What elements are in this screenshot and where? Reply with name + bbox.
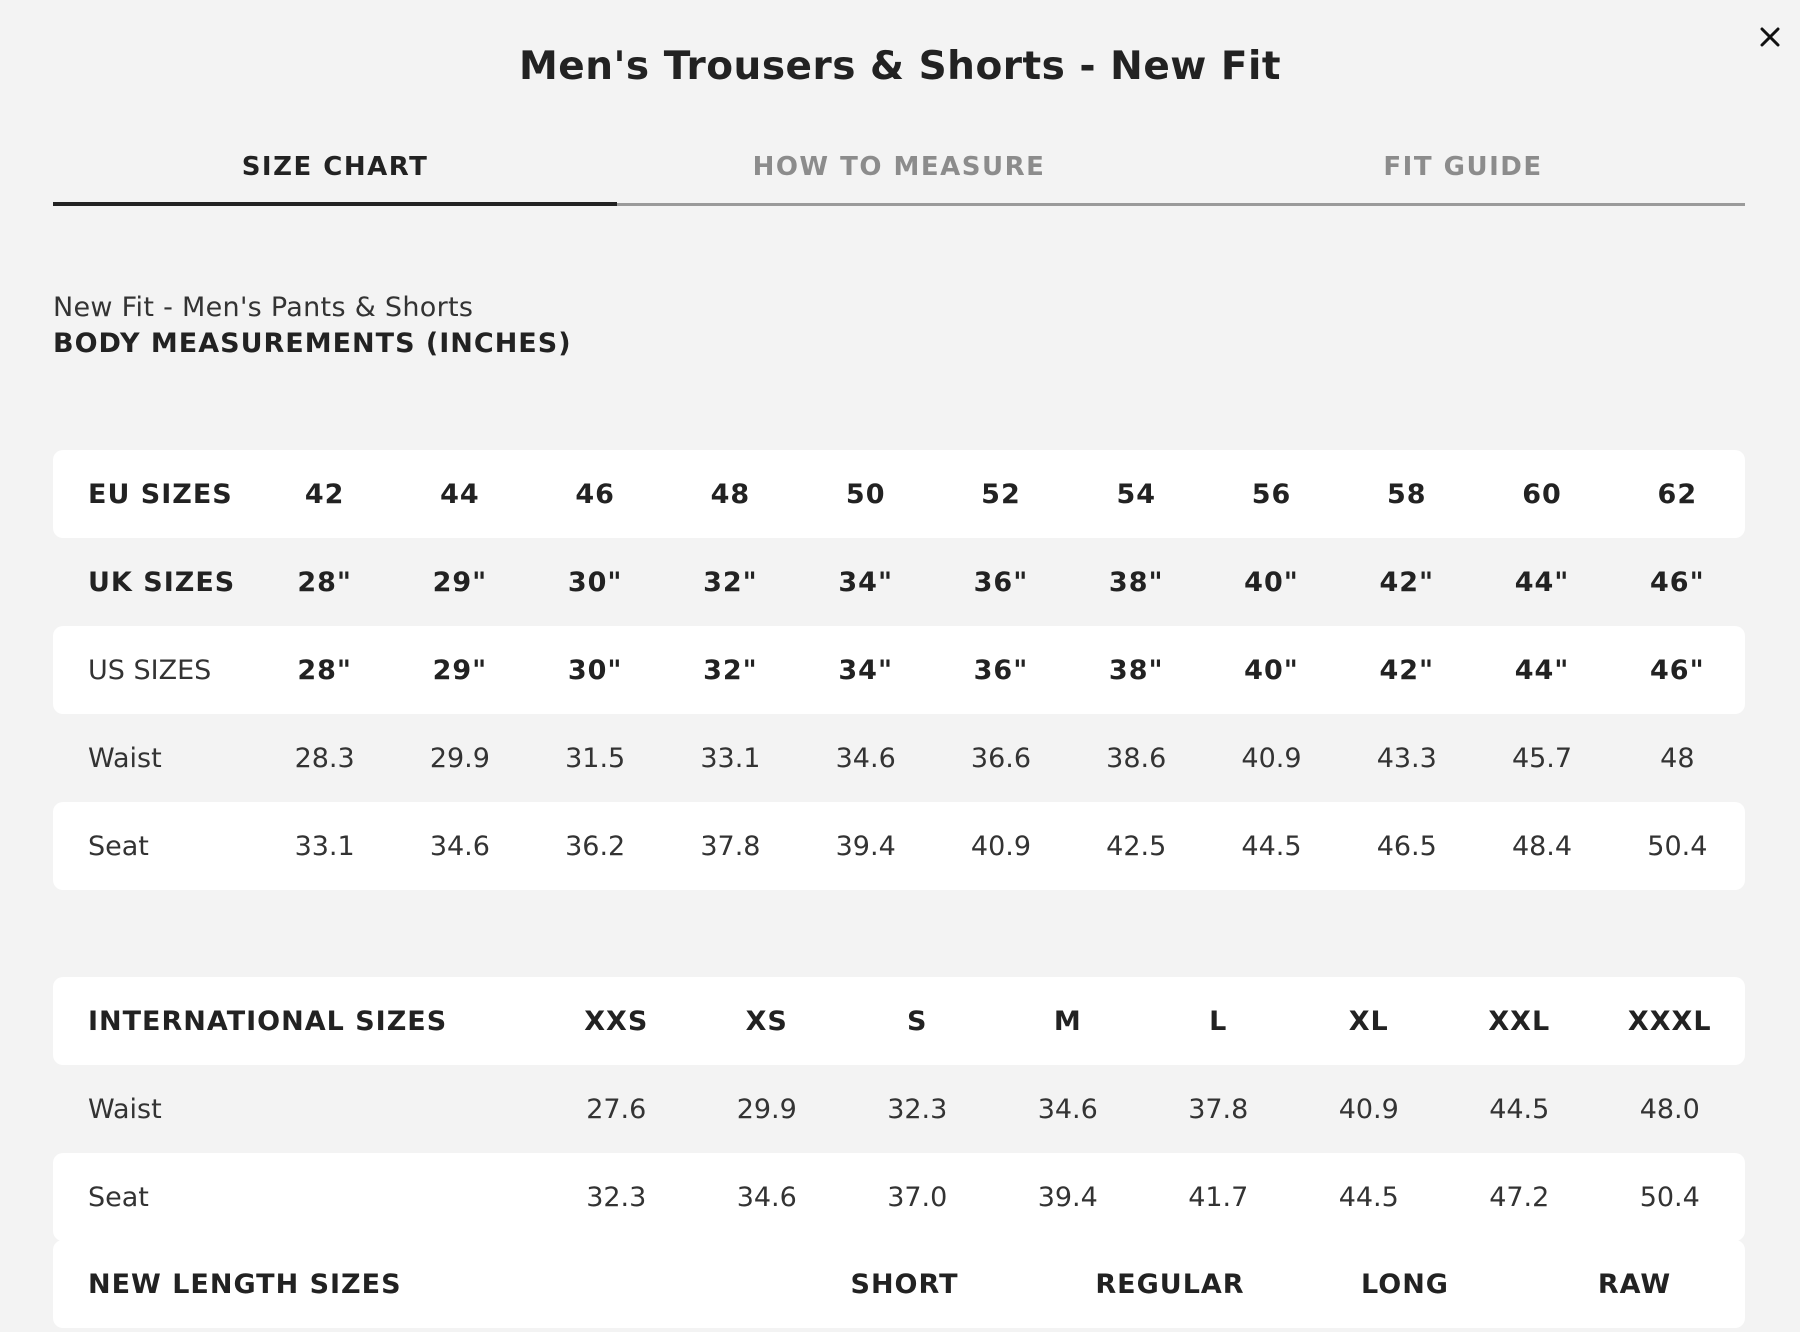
table-cell: 47.2 (1444, 1153, 1595, 1241)
table-cell: 44" (1514, 566, 1570, 598)
table-cell: 46.5 (1339, 802, 1474, 890)
table-row-eu-sizes (53, 450, 1745, 538)
table-cell: 29" (432, 566, 488, 598)
table-cell: 40" (1204, 626, 1339, 714)
table-row-international-sizes (53, 977, 1745, 1065)
table-row-uk-sizes (53, 538, 1745, 626)
table-cell: 28.3 (294, 742, 355, 774)
table-cell: 29.9 (429, 742, 490, 774)
table-cell: M (993, 977, 1144, 1065)
table-cell: 44.5 (1489, 1093, 1550, 1125)
table-cell: 39.4 (993, 1153, 1144, 1241)
body-measurements-table (53, 450, 1745, 890)
table-cell: 38.6 (1106, 742, 1167, 774)
table-cell: 40" (1244, 566, 1299, 598)
table-cell: SHORT (755, 1240, 1054, 1328)
table-cell: XXS (541, 977, 692, 1065)
table-cell: 44" (1474, 626, 1609, 714)
table-cell: 48 (663, 450, 798, 538)
table-cell: 28" (297, 566, 352, 598)
table-cell: 40.9 (933, 802, 1068, 890)
row-label: Seat (53, 802, 257, 890)
table-cell: 36" (973, 566, 1029, 598)
table-cell: 36.2 (528, 802, 663, 890)
table-cell: 48.0 (1639, 1093, 1700, 1125)
table-cell: 48 (1660, 742, 1695, 774)
row-label: EU SIZES (53, 450, 257, 538)
row-label: Waist (88, 1093, 162, 1125)
tab-size-chart[interactable]: SIZE CHART (53, 138, 617, 203)
table-cell: 50.4 (1595, 1153, 1746, 1241)
table-cell: LONG (1286, 1240, 1524, 1328)
table-cell: 34.6 (1037, 1093, 1098, 1125)
table-cell: 33.1 (700, 742, 761, 774)
table-cell: 32.3 (541, 1153, 692, 1241)
table-cell: 29" (392, 626, 527, 714)
table-cell: 31.5 (565, 742, 626, 774)
table-cell: 45.7 (1511, 742, 1573, 774)
table-cell: 50 (798, 450, 933, 538)
table-cell: 33.1 (257, 802, 392, 890)
row-label: UK SIZES (88, 566, 236, 598)
table-cell: 32" (703, 566, 758, 598)
table-cell: 30" (567, 566, 623, 598)
table-cell: XS (692, 977, 843, 1065)
table-cell: 40.9 (1338, 1093, 1399, 1125)
table-row-new-length-sizes (53, 1240, 1745, 1328)
table-cell: 62 (1610, 450, 1745, 538)
table-cell: 42" (1379, 566, 1435, 598)
row-label: NEW LENGTH SIZES (53, 1240, 755, 1328)
table-cell: 60 (1474, 450, 1609, 538)
table-cell: 40.9 (1241, 742, 1302, 774)
table-cell: REGULAR (1054, 1240, 1286, 1328)
table-row-waist (53, 1065, 1745, 1153)
table-cell: 34.6 (835, 742, 896, 774)
table-cell: 39.4 (798, 802, 933, 890)
table-cell: 44 (392, 450, 527, 538)
tab-bar (53, 138, 1745, 206)
table-cell: 54 (1069, 450, 1204, 538)
table-cell: 34.6 (692, 1153, 843, 1241)
table-cell: 58 (1339, 450, 1474, 538)
table-cell: L (1143, 977, 1294, 1065)
table-cell: 36" (933, 626, 1068, 714)
table-cell: 29.9 (736, 1093, 797, 1125)
table-cell: 41.7 (1143, 1153, 1294, 1241)
table-cell: 42 (257, 450, 392, 538)
table-cell: 34" (838, 566, 894, 598)
table-cell: 56 (1204, 450, 1339, 538)
row-label: US SIZES (53, 626, 257, 714)
table-cell: 34" (798, 626, 933, 714)
table-cell: S (842, 977, 993, 1065)
table-cell: RAW (1524, 1240, 1745, 1328)
table-cell: 50.4 (1610, 802, 1745, 890)
table-cell: 42.5 (1069, 802, 1204, 890)
table-cell: 44.5 (1294, 1153, 1445, 1241)
table-row-seat (53, 1153, 1745, 1241)
table-cell: 37.0 (842, 1153, 993, 1241)
table-cell: 37.8 (1188, 1093, 1249, 1125)
table-cell: 27.6 (586, 1093, 647, 1125)
table-row-us-sizes (53, 626, 1745, 714)
table-cell: XL (1294, 977, 1445, 1065)
table-cell: 38" (1069, 626, 1204, 714)
tab-how-to-measure[interactable]: HOW TO MEASURE (752, 152, 1046, 182)
table-cell: 48.4 (1474, 802, 1609, 890)
table-cell: XXL (1444, 977, 1595, 1065)
international-sizes-table (53, 977, 1745, 1241)
row-label: Waist (88, 742, 162, 774)
table-cell: 34.6 (392, 802, 527, 890)
table-cell: 32" (663, 626, 798, 714)
table-cell: 43.3 (1376, 742, 1437, 774)
table-cell: 38" (1108, 566, 1164, 598)
table-cell: 46" (1650, 566, 1705, 598)
table-cell: 44.5 (1204, 802, 1339, 890)
chart-subtitle: New Fit - Men's Pants & Shorts (53, 292, 474, 323)
table-cell: 28" (257, 626, 392, 714)
table-cell: 32.3 (887, 1093, 948, 1125)
section-heading: BODY MEASUREMENTS (INCHES) (53, 328, 572, 359)
table-cell: 36.6 (970, 742, 1032, 774)
table-cell: 46" (1610, 626, 1745, 714)
length-sizes-table (53, 1240, 1745, 1328)
table-cell: 30" (528, 626, 663, 714)
row-label: INTERNATIONAL SIZES (53, 977, 541, 1065)
row-label: Seat (53, 1153, 541, 1241)
table-cell: XXXL (1595, 977, 1746, 1065)
table-cell: 37.8 (663, 802, 798, 890)
table-row-seat (53, 802, 1745, 890)
tab-fit-guide[interactable]: FIT GUIDE (1383, 152, 1543, 182)
table-row-waist (53, 714, 1745, 802)
table-cell: 46 (528, 450, 663, 538)
table-cell: 52 (933, 450, 1068, 538)
table-cell: 42" (1339, 626, 1474, 714)
modal-title: Men's Trousers & Shorts - New Fit (518, 44, 1282, 89)
